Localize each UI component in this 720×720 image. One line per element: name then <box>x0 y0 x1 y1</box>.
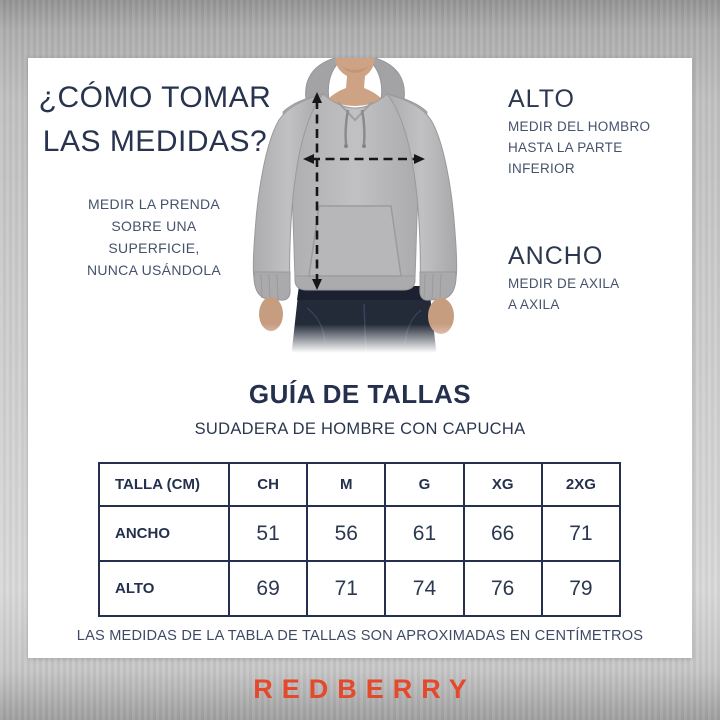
ancho-description-line: A AXILA <box>508 297 560 312</box>
ancho-description-line: MEDIR DE AXILA <box>508 276 620 291</box>
photo-fade <box>245 324 465 358</box>
size-table-header-cell: XG <box>464 463 542 506</box>
measuring-note-line: MEDIR LA PRENDA <box>87 196 221 212</box>
size-value: 71 <box>307 561 385 616</box>
alto-label: ALTO <box>508 85 575 113</box>
ancho-description <box>508 273 678 315</box>
alto-description-line: INFERIOR <box>508 161 575 176</box>
drawstring-tip <box>344 144 348 148</box>
measuring-note-line: NUNCA USÁNDOLA <box>86 262 222 278</box>
kangaroo-pocket <box>309 206 401 276</box>
ancho-label: ANCHO <box>508 242 604 270</box>
measuring-note-line: SUPERFICIE, <box>108 240 200 256</box>
hoodie-illustration <box>245 58 465 358</box>
measuring-note-line: SOBRE UNA <box>111 218 197 234</box>
size-value: 79 <box>542 561 620 616</box>
size-value: 51 <box>229 506 307 561</box>
measuring-note <box>38 193 270 281</box>
alto-description <box>508 116 678 179</box>
size-value: 74 <box>385 561 463 616</box>
size-table <box>98 462 621 617</box>
size-table-header-cell: G <box>385 463 463 506</box>
row-label-ancho: ANCHO <box>99 506 229 561</box>
drawstring-tip <box>362 144 366 148</box>
size-value: 61 <box>385 506 463 561</box>
page-title-line2: LAS MEDIDAS? <box>42 125 268 158</box>
table-footnote: LAS MEDIDAS DE LA TABLA DE TALLAS SON APROXIMADAS EN CENTÍMETROS <box>76 628 644 644</box>
brand-logo: REDBERRY <box>253 674 476 704</box>
row-label-alto: ALTO <box>99 561 229 616</box>
size-value: 76 <box>464 561 542 616</box>
table-row <box>99 506 620 561</box>
size-value: 66 <box>464 506 542 561</box>
size-guide-title: GUÍA DE TALLAS <box>248 379 472 409</box>
size-table-header-cell: CH <box>229 463 307 506</box>
alto-description-line: MEDIR DEL HOMBRO <box>508 119 651 134</box>
page-title-line1: ¿CÓMO TOMAR <box>38 81 272 114</box>
size-value: 69 <box>229 561 307 616</box>
cuff-left <box>254 272 290 300</box>
size-table-header-cell: 2XG <box>542 463 620 506</box>
page-title <box>34 76 276 164</box>
hoodie-photo <box>245 58 465 358</box>
size-table-header-cell: M <box>307 463 385 506</box>
hem-band <box>295 276 415 290</box>
alto-description-line: HASTA LA PARTE <box>508 140 623 155</box>
size-table-header-cell: TALLA (CM) <box>99 463 229 506</box>
size-guide-subtitle: SUDADERA DE HOMBRE CON CAPUCHA <box>194 420 526 438</box>
size-table-header-row <box>99 463 620 506</box>
table-row <box>99 561 620 616</box>
size-value: 56 <box>307 506 385 561</box>
card <box>28 58 692 658</box>
size-value: 71 <box>542 506 620 561</box>
